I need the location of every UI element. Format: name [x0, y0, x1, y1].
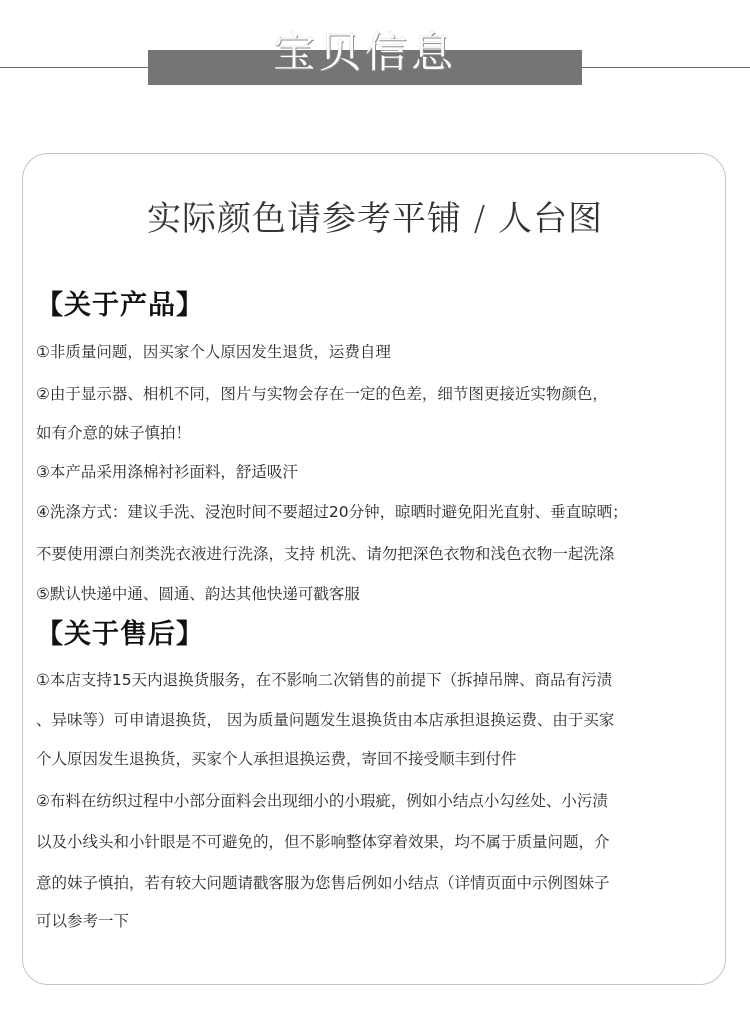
header-divider-left: [0, 67, 148, 68]
aftersales-info-line: 以及小线头和小针眼是不可避免的，但不影响整体穿着效果，均不属于质量问题，介: [36, 833, 610, 851]
section-heading-aftersales: 【关于售后】: [36, 619, 204, 650]
product-info-line: 不要使用漂白剂类洗衣液进行洗涤，支持 机洗、请勿把深色衣物和浅色衣物一起洗涤: [36, 545, 615, 563]
product-info-line: ⑤默认快递中通、圆通、韵达其他快递可戳客服: [36, 585, 360, 603]
product-info-line: 如有介意的妹子慎拍！: [36, 424, 192, 442]
section-heading-product: 【关于产品】: [36, 290, 204, 321]
header-title: 宝贝信息: [272, 28, 457, 77]
aftersales-info-line: 意的妹子慎拍，若有较大问题请戳客服为您售后例如小结点（详情页面中示例图妹子: [36, 874, 610, 892]
product-info-line: ④洗涤方式：建议手洗、浸泡时间不要超过20分钟，晾晒时避免阳光直射、垂直晾晒；: [36, 503, 628, 521]
card-title: 实际颜色请参考平铺 / 人台图: [146, 199, 604, 239]
header-divider-right: [582, 67, 750, 68]
aftersales-info-line: ①本店支持15天内退换货服务，在不影响二次销售的前提下（拆掉吊牌、商品有污渍: [36, 671, 613, 689]
aftersales-info-line: 、异味等）可申请退换货， 因为质量问题发生退换货由本店承担退换运费、由于买家: [36, 711, 615, 729]
aftersales-info-line: 个人原因发生退换货，买家个人承担退换运费，寄回不接受顺丰到付件: [36, 750, 517, 768]
product-info-line: ①非质量问题，因买家个人原因发生退货，运费自理: [36, 343, 391, 361]
aftersales-info-line: 可以参考一下: [36, 912, 130, 930]
product-info-line: ③本产品采用涤棉衬衫面料，舒适吸汗: [36, 463, 298, 481]
info-card: [22, 153, 726, 985]
aftersales-info-line: ②布料在纺织过程中小部分面料会出现细小的小瑕疵，例如小结点小勾丝处、小污渍: [36, 792, 608, 810]
product-info-line: ②由于显示器、相机不同，图片与实物会存在一定的色差，细节图更接近实物颜色，: [36, 385, 608, 403]
